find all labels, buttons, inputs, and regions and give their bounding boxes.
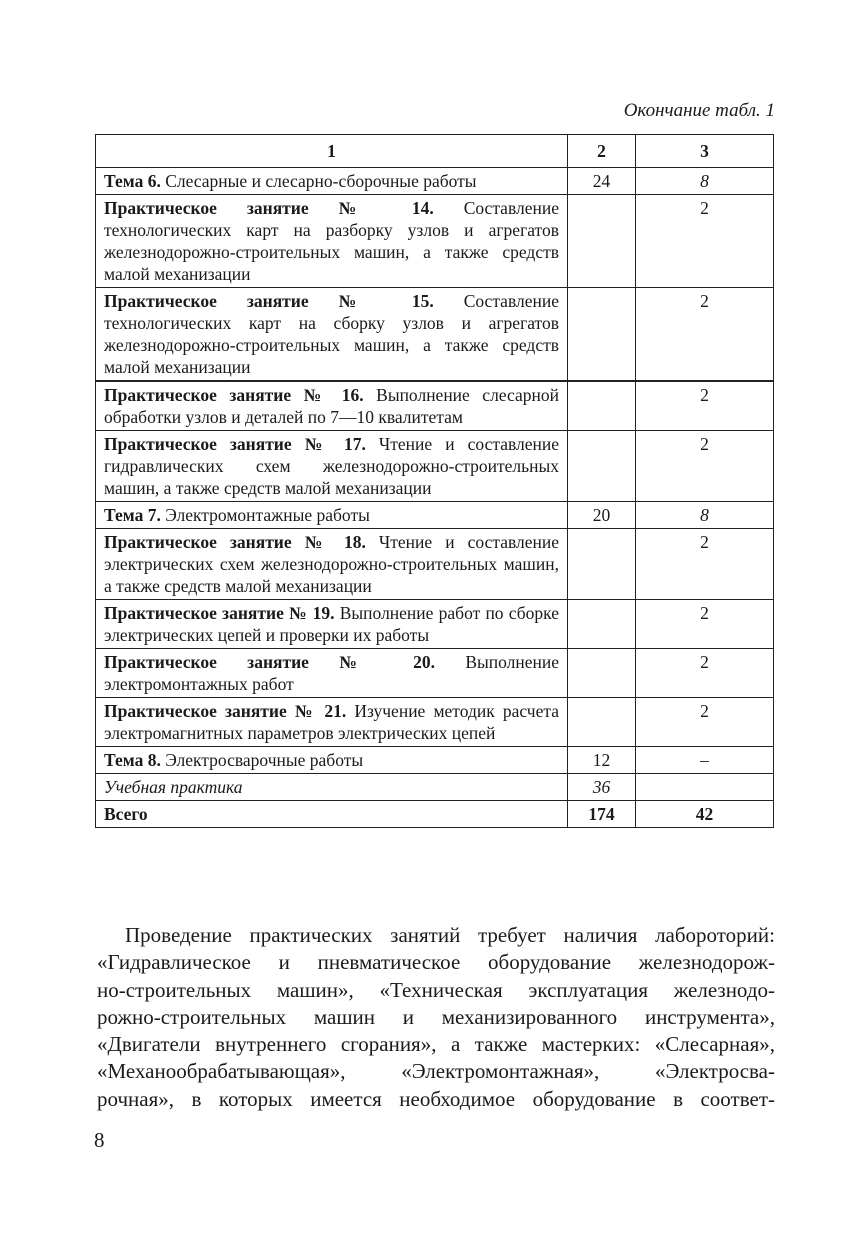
topic-cell <box>96 774 568 801</box>
paragraph-line: «Механообрабатывающая», «Электромонтажная», «Электросва- <box>97 1059 775 1084</box>
practice-hours-cell: 2 <box>636 288 774 382</box>
table-header-row <box>96 135 774 168</box>
body-paragraph <box>97 922 775 1113</box>
topic-heading: Тема 6. <box>104 171 161 191</box>
practice-hours-cell: 42 <box>636 801 774 828</box>
topic-heading: Всего <box>104 804 148 824</box>
table-row <box>96 698 774 747</box>
practice-hours-cell: 8 <box>636 502 774 529</box>
topic-cell <box>96 600 568 649</box>
paragraph-line: но-строительных машин», «Техническая эксплуатация железнодо- <box>97 977 775 1002</box>
topic-text: Выполнение работ по сборке электрических цепей и проверки их работы <box>104 603 559 645</box>
topic-text: Изучение методик расчета электромагнитных параметров электрических цепей <box>104 701 559 743</box>
practice-hours-cell <box>636 774 774 801</box>
paragraph-line: рожно-строительных машин и механизированного инструмента», <box>97 1004 775 1029</box>
table-row <box>96 431 774 502</box>
topic-cell <box>96 381 568 431</box>
table-row <box>96 649 774 698</box>
topic-text: Составление технологических карт на сборку узлов и агрегатов железнодорожно-строительных машин, а также средств малой механизации <box>104 291 559 377</box>
topic-cell <box>96 747 568 774</box>
header-col-1: 1 <box>96 135 568 168</box>
hours-cell: 20 <box>568 502 636 529</box>
hours-cell <box>568 600 636 649</box>
hours-cell <box>568 288 636 382</box>
topic-text: Выполнение электромонтажных работ <box>104 652 559 694</box>
hours-cell <box>568 381 636 431</box>
page-number: 8 <box>94 1128 105 1152</box>
topic-cell <box>96 431 568 502</box>
topic-heading: Практическое занятие № 16. <box>104 385 364 405</box>
practice-hours-cell: 2 <box>636 529 774 600</box>
table-row <box>96 502 774 529</box>
hours-table <box>95 134 774 828</box>
table-caption: Окончание табл. 1 <box>623 100 775 121</box>
hours-cell: 24 <box>568 168 636 195</box>
topic-italic: Учебная практика <box>104 777 243 797</box>
topic-heading: Тема 8. <box>104 750 161 770</box>
table-row <box>96 288 774 382</box>
topic-cell <box>96 168 568 195</box>
practice-hours-cell: 2 <box>636 381 774 431</box>
paragraph-line: рочная», в которых имеется необходимое оборудование в соответ- <box>97 1086 775 1111</box>
hours-cell <box>568 649 636 698</box>
paragraph-line: «Гидравлическое и пневматическое оборудование железнодорож- <box>97 950 775 975</box>
table-row <box>96 747 774 774</box>
table-row <box>96 801 774 828</box>
topic-heading: Практическое занятие № 19. <box>104 603 335 623</box>
topic-text: Чтение и составление электрических схем железнодорожно-строительных машин, а также средств малой механизации <box>104 532 559 596</box>
table-row <box>96 529 774 600</box>
topic-cell <box>96 649 568 698</box>
topic-cell <box>96 698 568 747</box>
topic-heading: Практическое занятие № 21. <box>104 701 347 721</box>
topic-heading: Практическое занятие № 20. <box>104 652 435 672</box>
topic-cell <box>96 288 568 382</box>
topic-heading: Тема 7. <box>104 505 161 525</box>
practice-hours-cell: 2 <box>636 195 774 288</box>
hours-cell: 174 <box>568 801 636 828</box>
practice-hours-cell: 2 <box>636 600 774 649</box>
topic-cell <box>96 529 568 600</box>
topic-cell <box>96 502 568 529</box>
practice-hours-cell: 8 <box>636 168 774 195</box>
topic-text: Выполнение слесарной обработки узлов и деталей по 7—10 квалитетам <box>104 385 559 427</box>
table-row <box>96 600 774 649</box>
paragraph-line: Проведение практических занятий требует наличия лабороторий: <box>125 923 775 947</box>
header-col-2: 2 <box>568 135 636 168</box>
hours-cell <box>568 431 636 502</box>
topic-text: Чтение и составление гидравлических схем железнодорожно-строительных машин, а также средств малой механизации <box>104 434 559 498</box>
topic-text: Электросварочные работы <box>160 750 364 770</box>
topic-heading: Практическое занятие № 18. <box>104 532 366 552</box>
practice-hours-cell: – <box>636 747 774 774</box>
table-body <box>96 168 774 828</box>
topic-heading: Практическое занятие № 17. <box>104 434 366 454</box>
table-row <box>96 381 774 431</box>
topic-text: Слесарные и слесарно-сборочные работы <box>160 171 477 191</box>
hours-cell: 12 <box>568 747 636 774</box>
topic-text: Электромонтажные работы <box>160 505 370 525</box>
topic-cell <box>96 195 568 288</box>
topic-text: Составление технологических карт на разборку узлов и агрегатов железнодорожно-строительных машин, а также средств малой механизации <box>104 198 559 284</box>
table-row <box>96 168 774 195</box>
paragraph-line: «Двигатели внутреннего сгорания», а также мастерких: «Слесарная», <box>97 1032 775 1057</box>
topic-heading: Практическое занятие № 14. <box>104 198 434 218</box>
hours-cell <box>568 698 636 747</box>
practice-hours-cell: 2 <box>636 431 774 502</box>
topic-cell <box>96 801 568 828</box>
hours-cell <box>568 195 636 288</box>
topic-heading: Практическое занятие № 15. <box>104 291 434 311</box>
table-row <box>96 195 774 288</box>
table-row <box>96 774 774 801</box>
practice-hours-cell: 2 <box>636 698 774 747</box>
hours-cell <box>568 529 636 600</box>
hours-cell: 36 <box>568 774 636 801</box>
header-col-3: 3 <box>636 135 774 168</box>
practice-hours-cell: 2 <box>636 649 774 698</box>
